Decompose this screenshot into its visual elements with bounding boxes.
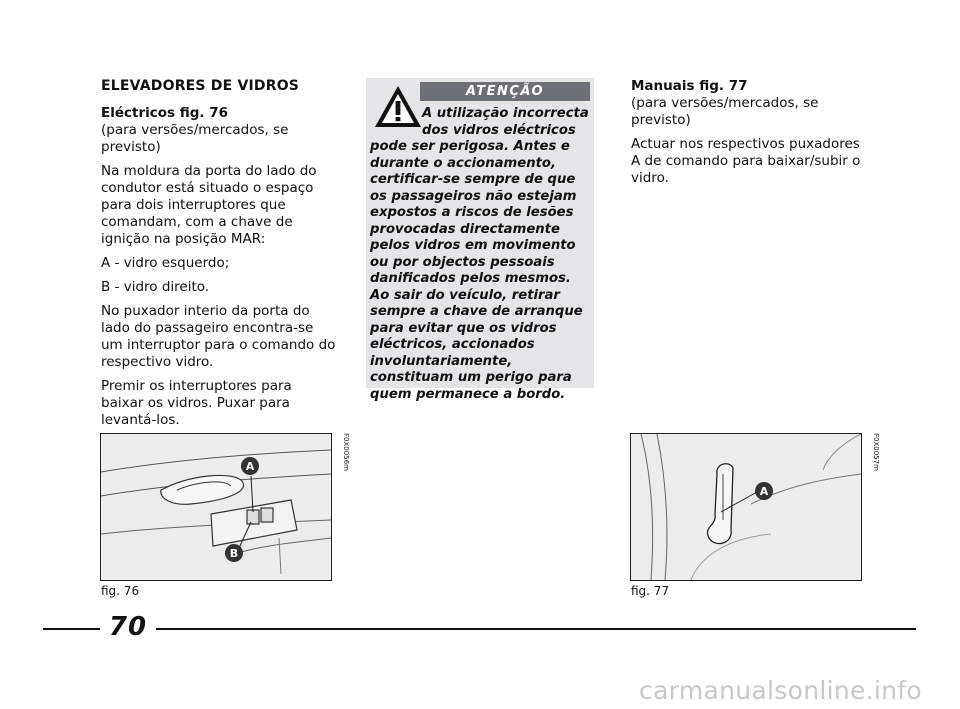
watermark: carmanualsonline.info bbox=[639, 676, 922, 705]
paragraph-5: Premir os interruptores para baixar os vidros. Puxar para levantá-los. bbox=[101, 378, 292, 428]
left-column bbox=[101, 78, 336, 436]
figure-76-door-switches bbox=[100, 433, 332, 581]
section-title: ELEVADORES DE VIDROS bbox=[101, 78, 300, 94]
page-number: 70 bbox=[108, 612, 148, 642]
footer-rule-left bbox=[43, 628, 100, 630]
warning-text-block bbox=[370, 106, 592, 403]
figure-77-window-crank bbox=[630, 433, 862, 581]
figure-76-label-a: A bbox=[245, 460, 255, 473]
warning-heading: ATENÇÃO bbox=[420, 82, 590, 101]
figure-76-code: F0X0056m bbox=[342, 433, 350, 471]
warning-text: A utilização incorrecta dos vidros eléctricos pode ser perigosa. Antes e durante o accionamento, certificar-se sempre de que os passageiros não estejam expostos a riscos de lesões provocadas directamente pelos vidros em movimento ou por objectos pessoais danificados pelos mesmos. Ao sair do veículo, retirar sempre a chave de arranque para evitar que os vidros eléctricos, accionados involuntariamente, constituam um perigo para quem permanece a bordo. bbox=[370, 106, 589, 402]
figure-77-code: F0X0057m bbox=[872, 433, 880, 471]
manual-subtitle: Manuais fig. 77 bbox=[631, 78, 748, 94]
figure-77-caption: fig. 77 bbox=[631, 584, 670, 598]
paragraph-1: Na moldura da porta do lado do condutor está situado o espaço para dois interruptores que comandam, com a chave de ignição na posição MAR: bbox=[101, 163, 317, 247]
figure-76-label-b: B bbox=[229, 547, 239, 560]
footer-rule-right bbox=[156, 628, 916, 630]
right-column bbox=[631, 78, 866, 194]
paragraph-2: A - vidro esquerdo; bbox=[101, 255, 230, 271]
warning-box bbox=[366, 78, 594, 402]
paragraph-4: No puxador interio da porta do lado do passageiro encontra-se um interruptor para o comando do respectivo vidro. bbox=[101, 303, 336, 370]
figure-77-label-a: A bbox=[759, 485, 769, 498]
manual-note: (para versões/mercados, se previsto) bbox=[631, 95, 819, 128]
electric-subtitle: Eléctricos fig. 76 bbox=[101, 105, 229, 121]
electric-note: (para versões/mercados, se previsto) bbox=[101, 122, 289, 155]
figure-76-caption: fig. 76 bbox=[101, 584, 140, 598]
paragraph-3: B - vidro direito. bbox=[101, 279, 210, 295]
manual-paragraph: Actuar nos respectivos puxadores A de comando para baixar/subir o vidro. bbox=[631, 136, 861, 186]
